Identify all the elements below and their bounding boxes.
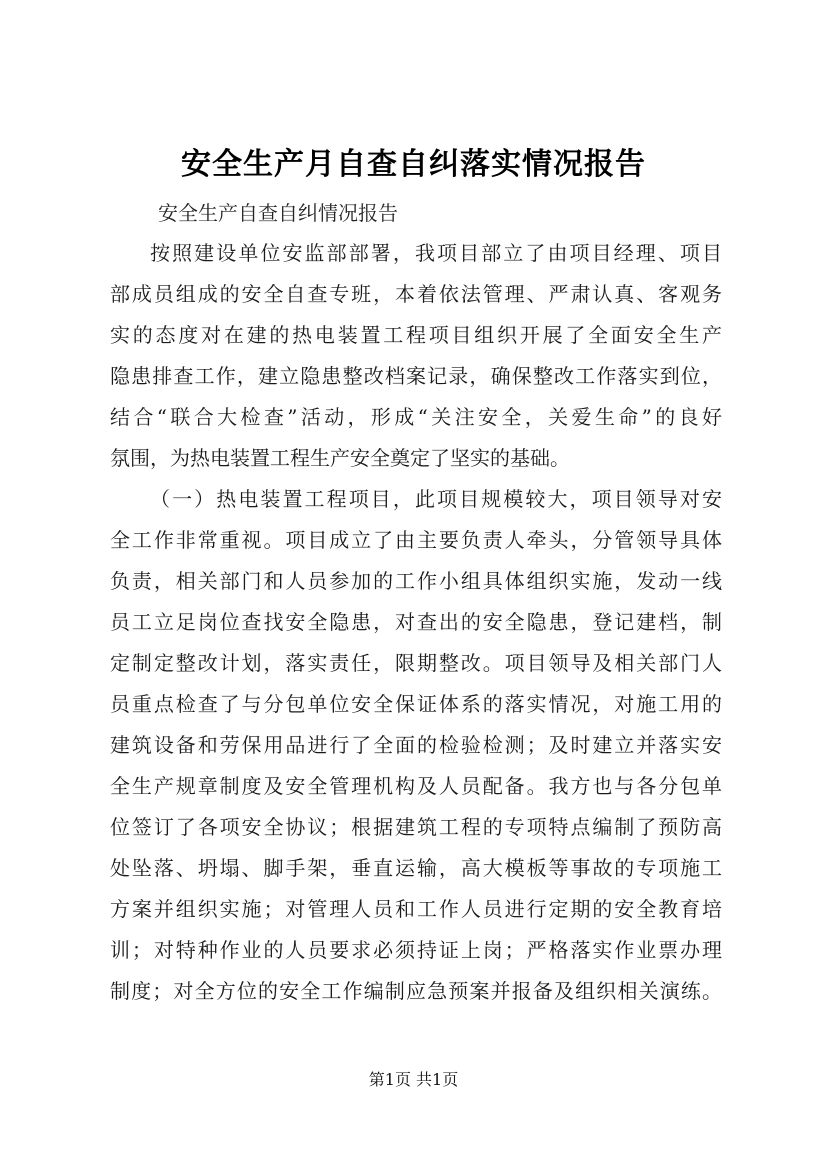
paragraph-line: 全工作非常重视。项目成立了由主要负责人牵头，分管领导具体 [110, 528, 722, 552]
paragraph-line: 方案并组织实施；对管理人员和工作人员进行定期的安全教育培 [110, 897, 722, 921]
document-body [110, 233, 722, 1012]
document-subtitle: 安全生产自查自纠情况报告 [158, 201, 398, 225]
paragraph-line: 按照建设单位安监部部署，我项目部立了由项目经理、项目 [150, 241, 722, 265]
paragraph-1 [110, 233, 722, 479]
paragraph-line: （一）热电装置工程项目，此项目规模较大，项目领导对安 [150, 487, 722, 511]
paragraph-line: 员工立足岗位查找安全隐患，对查出的安全隐患，登记建档，制 [110, 610, 722, 634]
page-number-footer: 第1页 共1页 [368, 1070, 459, 1089]
paragraph-line: 建筑设备和劳保用品进行了全面的检验检测；及时建立并落实安 [110, 733, 722, 757]
paragraph-line: 实的态度对在建的热电装置工程项目组织开展了全面安全生产 [110, 323, 722, 347]
paragraph-line: 处坠落、坍塌、脚手架，垂直运输，高大模板等事故的专项施工 [110, 856, 722, 880]
paragraph-line: 员重点检查了与分包单位安全保证体系的落实情况，对施工用的 [110, 692, 722, 716]
paragraph-line: 氛围，为热电装置工程生产安全奠定了坚实的基础。 [110, 446, 570, 470]
paragraph-line: 部成员组成的安全自查专班，本着依法管理、严肃认真、客观务 [110, 282, 722, 306]
paragraph-line: 隐患排查工作，建立隐患整改档案记录，确保整改工作落实到位， [110, 364, 722, 388]
document-title: 安全生产月自查自纠落实情况报告 [181, 147, 646, 182]
paragraph-line: 训；对特种作业的人员要求必须持证上岗；严格落实作业票办理 [110, 938, 722, 962]
paragraph-line: 结合“联合大检查”活动，形成“关注安全，关爱生命”的良好 [110, 405, 722, 429]
paragraph-line: 全生产规章制度及安全管理机构及人员配备。我方也与各分包单 [110, 774, 722, 798]
paragraph-line: 负责，相关部门和人员参加的工作小组具体组织实施，发动一线 [110, 569, 722, 593]
paragraph-line: 定制定整改计划，落实责任，限期整改。项目领导及相关部门人 [110, 651, 722, 675]
paragraph-2 [110, 479, 722, 1012]
paragraph-line: 制度；对全方位的安全工作编制应急预案并报备及组织相关演练。 [110, 979, 722, 1003]
paragraph-line: 位签订了各项安全协议；根据建筑工程的专项特点编制了预防高 [110, 815, 722, 839]
